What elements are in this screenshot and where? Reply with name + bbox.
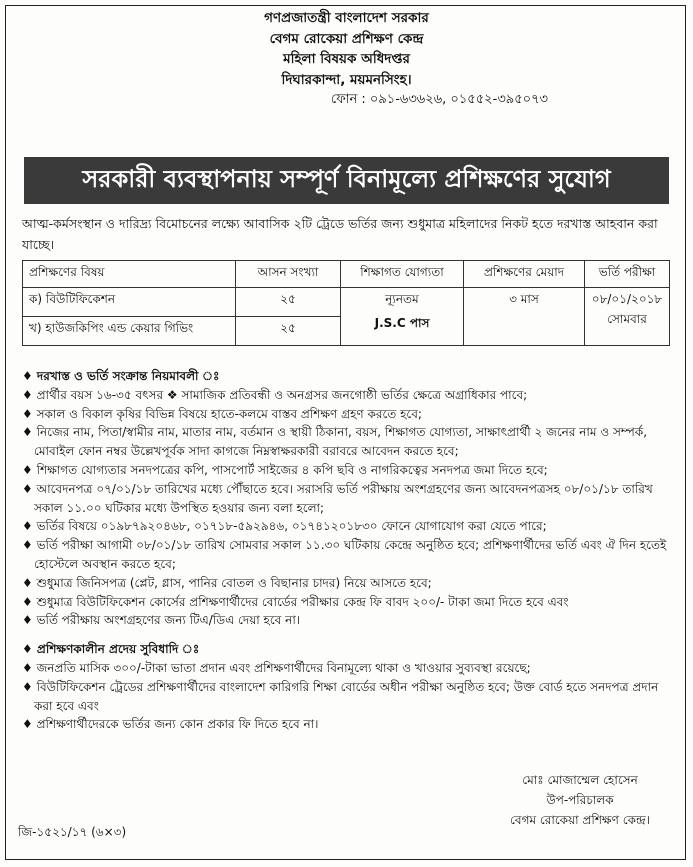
govt-line: গণপ্রজাতন্ত্রী বাংলাদেশ সরকার xyxy=(264,10,429,26)
col-header-qualification: শিক্ষাগত যোগ্যতা xyxy=(341,261,464,288)
rule-item: ♦ শুধুমাত্র বিউটিফিকেশন কোর্সের প্রশিক্ষণার্থীদের বোর্ডের পরীক্ষার কেন্দ্র ফি বাবদ ২০০/- টাকা জমা দিতে হবে এবং xyxy=(22,594,569,609)
table-header-row xyxy=(23,261,670,288)
col-header-seats: আসন সংখ্যা xyxy=(236,261,341,288)
subject-cell: খ) হাউজকিপিং এন্ড কেয়ার গিভিং xyxy=(23,317,236,346)
exam-cell xyxy=(585,288,670,346)
signatory-name: মোঃ মোজাম্মেল হোসেন xyxy=(522,773,638,787)
rule-item: ♦ ভর্তির বিষয়ে ০১৯৮৭৯২০৪৬৮, ০১৭১৮-৫৯২৯৪৬, ০১৭৪১২০১৮৩০ ফোনে যোগাযোগ করা যেতে পারে; xyxy=(22,519,547,534)
col-header-subject: প্রশিক্ষণের বিষয় xyxy=(23,261,236,288)
col-header-exam: ভর্তি পরীক্ষা xyxy=(585,261,670,288)
rule-item: ♦ নিজের নাম, পিতা/স্বামীর নাম, মাতার নাম, বর্তমান ও স্থায়ী ঠিকানা, বয়স, শিক্ষাগত যোগ্যতা, সাক্ষাৎপ্রার্থী ২ জনের নাম ও সম্পর্ক, মোবাইল ফোন নম্বর উল্লেখপূর্বক সাদা কাগজে নিম্নস্বাক্ষরকারী বরাবরে আবেদন করতে হবে; xyxy=(22,425,648,459)
seats-cell: ২৫ xyxy=(236,317,341,346)
notice-header xyxy=(0,8,693,111)
duration-value: ৩ মাস xyxy=(509,292,539,306)
training-table xyxy=(22,260,670,346)
department-name: মহিলা বিষয়ক অধিদপ্তর xyxy=(283,51,410,67)
rule-item: ♦ আবেদনপত্র ০৭/০১/১৮ তারিখের মধ্যে পৌঁছাতে হবে। সরাসরি ভর্তি পরীক্ষায় অংশগ্রহণের জন্য আবেদনপত্রসহ ০৮/০১/১৮ তারিখ সকাল ১১.০০ ঘটিকার মধ্যে উপস্থিত হওয়ার জন্য বলা হলো; xyxy=(22,481,653,515)
rules-section xyxy=(22,365,672,734)
intro-paragraph: আত্ম-কর্মসংস্থান ও দারিদ্র্য বিমোচনের লক্ষ্যে আবাসিক ২টি ট্রেডে ভর্তির জন্য শুধুমাত্র মহিলাদের নিকট হতে দরখাস্ত আহবান করা যাচ্ছে। xyxy=(22,216,658,252)
rule-item: ♦ প্রার্থীর বয়স ১৬-৩৫ বৎসর ❖ সামাজিক প্রতিবন্ধী ও অনগ্রসর জনগোষ্ঠী ভর্তির ক্ষেত্রে অগ্রাধিকার পাবে; xyxy=(22,387,528,402)
duration-cell xyxy=(464,288,585,346)
qualification-line1: ন্যূনতম xyxy=(385,292,419,306)
phone-line: ফোন : ০৯১-৬৩৬২৬, ০১৫৫২-৩৯৫০৭৩ xyxy=(330,92,548,107)
table-row xyxy=(23,288,670,317)
center-name: বেগম রোকেয়া প্রশিক্ষণ কেন্দ্র xyxy=(269,30,424,47)
seats-cell: ২৫ xyxy=(236,288,341,317)
signature-block xyxy=(480,770,680,830)
facility-item: ♦ বিউটিফিকেশন ট্রেডের প্রশিক্ষণার্থীদের বাংলাদেশ কারিগরি শিক্ষা বোর্ডের অধীন পরীক্ষা অনুষ্ঠিত হবে; উক্ত বোর্ড হতে সনদপত্র প্রদান করা হবে এবং xyxy=(22,679,659,713)
exam-date: ০৮/০১/২০১৮ xyxy=(591,292,663,306)
rule-item: ♦ ভর্তি পরীক্ষা আগামী ০৮/০১/১৮ তারিখ সোমবার সকাল ১১.৩০ ঘটিকায় কেন্দ্রে অনুষ্ঠিত হবে; প্রশিক্ষণার্থীদের ভর্তি এবং ঐ দিন হতেই হোস্টেলে অবস্থান করতে হবে; xyxy=(22,538,667,571)
subject-cell: ক) বিউটিফিকেশন xyxy=(23,288,236,317)
rules-heading: ♦ দরখাস্ত ও ভর্তি সংক্রান্ত নিয়মাবলী ঃ xyxy=(22,369,220,383)
facility-item: ♦ প্রশিক্ষণার্থীদেরকে ভর্তির জন্য কোন প্রকার ফি দিতে হবে না। xyxy=(22,717,319,732)
qualification-cell xyxy=(341,288,464,346)
facility-item: ♦ জনপ্রতি মাসিক ৩০০/-টাকা ভাতা প্রদান এবং প্রশিক্ষণার্থীদের বিনামূল্যে থাকা ও খাওয়ার সুব্যবস্থা রয়েছে; xyxy=(22,660,531,675)
address: দিঘারকান্দা, ময়মনসিংহ। xyxy=(281,71,412,88)
rule-item: ♦ শুধুমাত্র জিনিসপত্র (প্লেট, গ্লাস, পানির বোতল ও বিছানার চাদর) নিয়ে আসতে হবে; xyxy=(22,575,432,590)
reference-number: জি-১৫২১/১৭ (৬×৩) xyxy=(18,825,127,839)
rule-item: ♦ ভর্তি পরীক্ষায় অংশগ্রহণের জন্য টিএ/ডিএ দেয়া হবে না। xyxy=(22,613,301,628)
section-gap xyxy=(22,630,672,638)
rule-item: ♦ শিক্ষাগত যোগ্যতার সনদপত্রের কপি, পাসপোর্ট সাইজের ৪ কপি ছবি ও নাগরিকত্বের সনদপত্র জমা দিতে হবে; xyxy=(22,462,548,477)
headline-banner: সরকারী ব্যবস্থাপনায় সম্পূর্ণ বিনামূল্যে প্রশিক্ষণের সুযোগ xyxy=(24,157,669,204)
signatory-designation: উপ-পরিচালক xyxy=(546,793,614,807)
rule-item: ♦ সকাল ও বিকাল কৃষির বিভিন্ন বিষয়ে হাতে-কলমে বাস্তব প্রশিক্ষণ গ্রহণ করতে হবে; xyxy=(22,406,422,421)
facilities-heading: ♦ প্রশিক্ষণকালীন প্রদেয় সুবিধাদি ঃ xyxy=(22,642,200,657)
exam-day: সোমবার xyxy=(607,312,647,326)
qualification-line2: J.S.C পাস xyxy=(374,316,430,330)
signatory-office: বেগম রোকেয়া প্রশিক্ষণ কেন্দ্র। xyxy=(510,813,650,827)
col-header-duration: প্রশিক্ষণের মেয়াদ xyxy=(464,261,585,288)
